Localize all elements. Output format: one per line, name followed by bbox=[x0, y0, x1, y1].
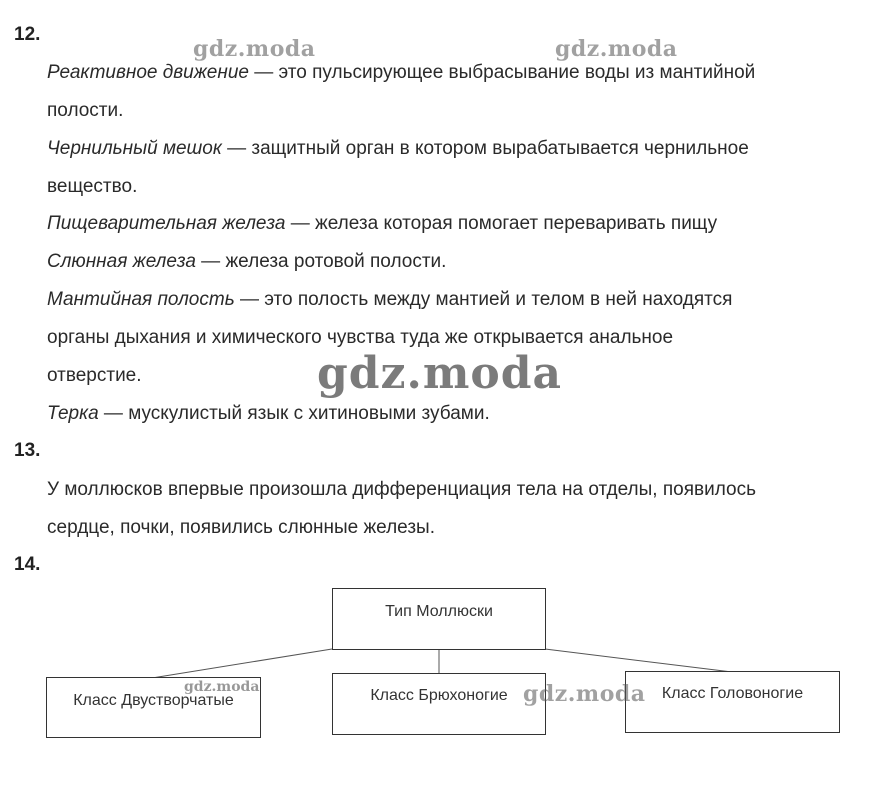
diagram-child-box bbox=[332, 673, 546, 735]
watermark-logo: gdz.moda bbox=[523, 681, 646, 707]
term: Слюнная железа bbox=[47, 251, 196, 272]
question-number-13: 13. bbox=[14, 440, 41, 461]
definition: — это полость между мантией и телом в ней находятся bbox=[234, 289, 733, 310]
definition-continuation: органы дыхания и химического чувства туда же открывается анальное bbox=[47, 327, 674, 348]
term: Пищеварительная железа bbox=[47, 213, 286, 234]
connector-line bbox=[545, 649, 732, 672]
definition: — защитный орган в котором вырабатывается чернильное bbox=[221, 138, 749, 159]
connector-line bbox=[152, 649, 332, 678]
term: Мантийная полость bbox=[47, 289, 235, 310]
watermark-logo: gdz.moda bbox=[184, 679, 260, 695]
watermark-logo: gdz.moda bbox=[193, 36, 316, 62]
definition-continuation: вещество. bbox=[47, 176, 138, 197]
term: Чернильный мешок bbox=[47, 138, 222, 159]
term: Реактивное движение bbox=[47, 62, 249, 83]
definition-continuation: полости. bbox=[47, 100, 124, 121]
watermark-logo: gdz.moda bbox=[317, 348, 563, 399]
definition: — мускулистый язык с хитиновыми зубами. bbox=[98, 403, 490, 424]
diagram-child-box bbox=[625, 671, 840, 733]
definition: — железа которая помогает переваривать пищу bbox=[285, 213, 718, 234]
term: Терка bbox=[47, 403, 99, 424]
watermark-logo: gdz.moda bbox=[555, 36, 678, 62]
answer-line: У моллюсков впервые произошла дифференциация тела на отделы, появилось bbox=[47, 479, 756, 500]
diagram-root-box bbox=[332, 588, 546, 650]
diagram-child-label: Класс Брюхоногие bbox=[370, 687, 508, 704]
question-number-12: 12. bbox=[14, 24, 41, 45]
definition-continuation: отверстие. bbox=[47, 365, 142, 386]
definition: — железа ротовой полости. bbox=[195, 251, 447, 272]
diagram-child-label: Класс Головоногие bbox=[661, 685, 804, 702]
diagram-root-label: Тип Моллюски bbox=[385, 603, 493, 620]
answer-line: сердце, почки, появились слюнные железы. bbox=[47, 517, 435, 538]
definition: — это пульсирующее выбрасывание воды из мантийной bbox=[248, 62, 756, 83]
diagram-child-label: Класс Двустворчатые bbox=[73, 692, 234, 709]
question-number-14: 14. bbox=[14, 554, 41, 575]
